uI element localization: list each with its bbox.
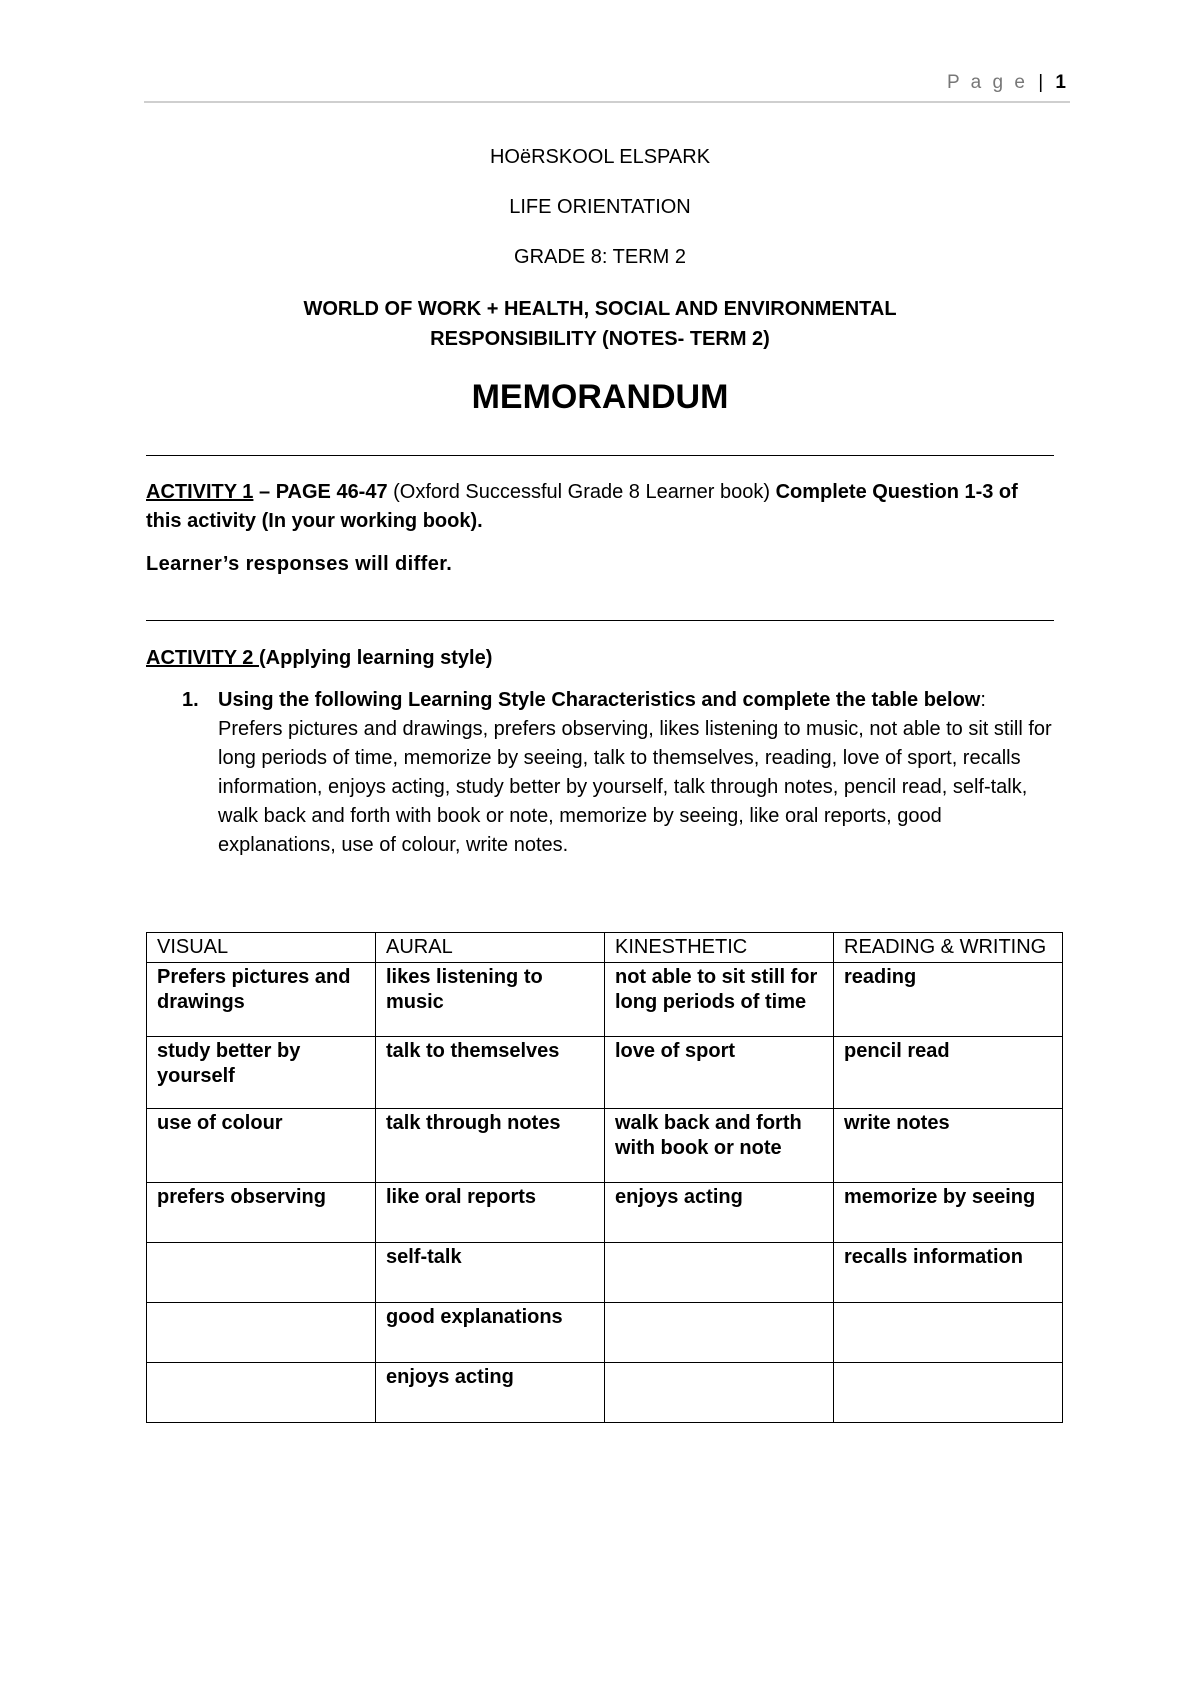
table-cell: like oral reports <box>376 1183 605 1243</box>
table-cell <box>605 1363 834 1423</box>
page-label: P a g e <box>947 72 1028 93</box>
table-cell: use of colour <box>147 1109 376 1183</box>
table-cell: study better by yourself <box>147 1037 376 1109</box>
activity-1-task: Complete Question 1-3 of this activity (In your working book). <box>146 481 1018 532</box>
table-cell: good explanations <box>376 1303 605 1363</box>
table-cell: Prefers pictures and drawings <box>147 963 376 1037</box>
table-cell: walk back and forth with book or note <box>605 1109 834 1183</box>
header-divider <box>144 101 1070 103</box>
table-cell <box>147 1243 376 1303</box>
header-aural: AURAL <box>376 933 605 963</box>
table-cell: prefers observing <box>147 1183 376 1243</box>
activity-2-label: ACTIVITY 2 <box>146 647 259 669</box>
activity-1-dash: – <box>253 481 276 503</box>
table-row <box>147 1183 1063 1243</box>
question-1-characteristics: : Prefers pictures and drawings, prefers observing, likes listening to music, not able to sit still for long periods of time, memorize by seeing, talk to themselves, reading, love of sport, recalls information, enjoys acting, study better by yourself, talk through notes, pencil read, self-talk, walk back and forth with book or note, memorize by seeing, like oral reports, good explanations, use of colour, write notes. <box>218 689 1052 856</box>
page-separator: | <box>1038 72 1044 93</box>
table-cell <box>834 1303 1063 1363</box>
table-cell: likes listening to music <box>376 963 605 1037</box>
table-cell: self-talk <box>376 1243 605 1303</box>
topic-line-2: RESPONSIBILITY (NOTES- TERM 2) <box>430 328 770 350</box>
table-row <box>147 963 1063 1037</box>
table-row <box>147 1109 1063 1183</box>
section-divider-1 <box>146 455 1054 456</box>
table-row <box>147 1243 1063 1303</box>
table-cell <box>605 1243 834 1303</box>
table-cell: talk to themselves <box>376 1037 605 1109</box>
table-cell <box>605 1303 834 1363</box>
document-type-title: MEMORANDUM <box>471 378 729 416</box>
table-cell: recalls information <box>834 1243 1063 1303</box>
table-row <box>147 1303 1063 1363</box>
table-cell: reading <box>834 963 1063 1037</box>
table-cell <box>147 1363 376 1423</box>
table-cell: enjoys acting <box>376 1363 605 1423</box>
grade-term: GRADE 8: TERM 2 <box>514 246 686 268</box>
question-1-text <box>218 686 1054 860</box>
table-header-row <box>147 933 1063 963</box>
table-cell: not able to sit still for long periods of time <box>605 963 834 1037</box>
header-kinesthetic: KINESTHETIC <box>605 933 834 963</box>
table-row <box>147 1363 1063 1423</box>
activity-1-response-note: Learner’s responses will differ. <box>146 553 453 575</box>
school-name: HOëRSKOOL ELSPARK <box>489 146 711 168</box>
activity-1-instruction <box>146 478 1054 536</box>
question-1-bold: Using the following Learning Style Characteristics and complete the table below <box>218 689 981 711</box>
table-cell <box>834 1363 1063 1423</box>
learning-style-table <box>146 932 1063 1423</box>
activity-1-label: ACTIVITY 1 <box>146 481 254 503</box>
table-cell: write notes <box>834 1109 1063 1183</box>
activity-2-subtitle: (Applying learning style) <box>259 647 493 669</box>
table-cell: love of sport <box>605 1037 834 1109</box>
page-number-header <box>947 72 1066 94</box>
question-1 <box>182 686 1054 860</box>
header-reading-writing: READING & WRITING <box>834 933 1063 963</box>
activity-2-heading <box>146 647 1054 670</box>
subject-name: LIFE ORIENTATION <box>509 196 691 218</box>
table-row <box>147 1037 1063 1109</box>
table-cell: enjoys acting <box>605 1183 834 1243</box>
topic-line-1: WORLD OF WORK + HEALTH, SOCIAL AND ENVIRONMENTAL <box>303 298 897 320</box>
question-1-number: 1. <box>182 689 199 711</box>
table-cell <box>147 1303 376 1363</box>
page-number: 1 <box>1055 72 1066 93</box>
table-cell: talk through notes <box>376 1109 605 1183</box>
document-body <box>146 144 1054 860</box>
activity-1-pages: PAGE 46-47 <box>275 481 388 503</box>
section-divider-2 <box>146 620 1054 621</box>
table-cell: memorize by seeing <box>834 1183 1063 1243</box>
header-visual: VISUAL <box>147 933 376 963</box>
activity-1-book: (Oxford Successful Grade 8 Learner book) <box>387 481 776 503</box>
table-cell: pencil read <box>834 1037 1063 1109</box>
